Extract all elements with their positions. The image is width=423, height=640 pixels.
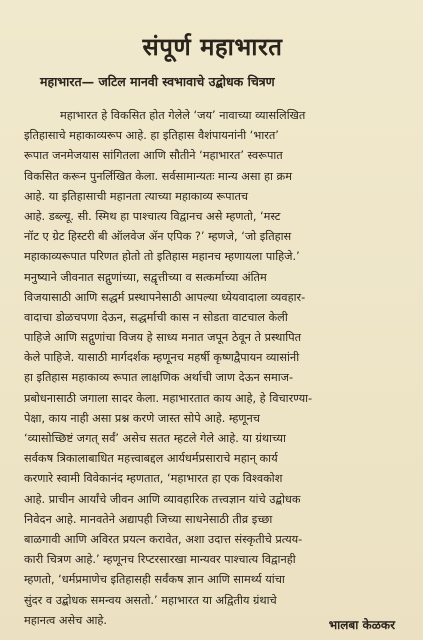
body-line: हा इतिहास महाकाव्य रूपात लाक्षणिक अर्थाची जाण देऊन समाज- [24,371,294,385]
body-line: कारी चित्रण आहे.’ म्हणूनच रिप्टरसारखा मान्यवर पाश्चात्य विद्वानही [24,553,296,567]
body-line: बाळगावी आणि अविरत प्रयत्न करावेत, अशा उदात्त संस्कृतीचे प्रत्यय- [24,532,303,546]
body-line: महाभारत हे विकसित होत गेलेले ‘जय’ नावाच्या व्यासलिखित [60,109,306,122]
body-line: आहे. प्राचीन आर्यांचे जीवन आणि व्यावहारिक तत्त्वज्ञान यांचे उद्बोधक [24,492,301,506]
body-line: पाहिजे आणि सद्गुणांचा विजय हे साध्य मनात जपून ठेवून ते प्रस्थापित [24,331,302,345]
body-text [24,106,401,631]
body-line: करणारे स्वामी विवेकानंद म्हणतात, ‘महाभारत हा एक विश्वकोश [24,472,283,486]
body-line: ‘व्यासोच्छिष्टं जगत् सर्वं’ असेच सतत म्हटले गेले आहे. या ग्रंथाच्या [24,432,286,445]
author-name: भालबा केळकर [328,618,395,632]
body-line: केले पाहिजे. यासाठी मार्गदर्शक म्हणूनच महर्षी कृष्णद्वैपायन व्यासांनी [24,351,300,365]
body-line: निवेदन आहे. मानवतेने अद्यापही जिच्या साधनेसाठी तीव्र इच्छा [24,512,273,526]
body-line: विजयासाठी आणि सद्धर्म प्रस्थापनेसाठी आपल्या ध्येयवादाला व्यवहार- [24,290,306,304]
page-title: संपूर्ण महाभारत [142,33,283,61]
body-line: आहे. डब्ल्यू. सी. स्मिथ हा पाश्चात्य विद्वानच असे म्हणतो, ‘मस्ट [24,209,281,223]
body-line: वादाचा डोळचपणा देऊन, सद्धर्माची कास न सोडता वाटचाल केली [24,310,288,324]
body-line: आहे. या इतिहासाची महानता त्याच्या महाकाव्य रूपातच [24,189,249,203]
body-line: विकसित करून पुनर्लिखित केला. सर्वसामान्यतः मान्य असा हा क्रम [24,169,292,183]
body-line: सर्वकष त्रिकालाबाधित महत्त्वाबद्दल आर्यधर्मप्रसाराचे महान् कार्य [24,452,278,466]
body-line: इतिहासाचे महाकाव्यरूप आहे. हा इतिहास वैशंपायनांनी ‘भारत’ [24,129,279,143]
body-line: मनुष्याने जीवनात सद्गुणांच्या, सद्वृत्तीच्या व सत्कर्माच्या अंतिम [24,270,267,284]
body-line: सुंदर व उद्बोधक समन्वय असतो.’ महाभारत या अद्वितीय ग्रंथाचे [24,593,277,607]
body-line: रूपात जनमेजयास सांगितला आणि सौतीने ‘महाभारत’ स्वरूपात [24,149,283,163]
body-line: पेक्षा, काय नाही असा प्रश्न करणे जास्त सोपे आहे. म्हणूनच [24,411,260,425]
page-subtitle: महाभारत— जटिल मानवी स्वभावाचे उद्बोधक चित्रण [40,74,275,89]
body-line: म्हणतो, ‘धर्मप्रमाणेच इतिहासही सर्वंकष ज्ञान आणि सामर्थ्य यांचा [24,573,285,587]
body-line: नॉट ए ग्रेट हिस्टरी बी ऑलवेज ॲन एपिक ?’ म्हणजे, ‘जो इतिहास [24,230,292,244]
body-line: महाकाव्यरूपात परिणत होतो तो इतिहास महानच म्हणायला पाहिजे.’ [24,250,300,264]
body-line: महानत्व असेच आहे. [24,613,107,627]
body-line: प्रबोधनासाठी जगाला सादर केला. महाभारतात काय आहे, हे विचारण्या- [24,391,313,405]
